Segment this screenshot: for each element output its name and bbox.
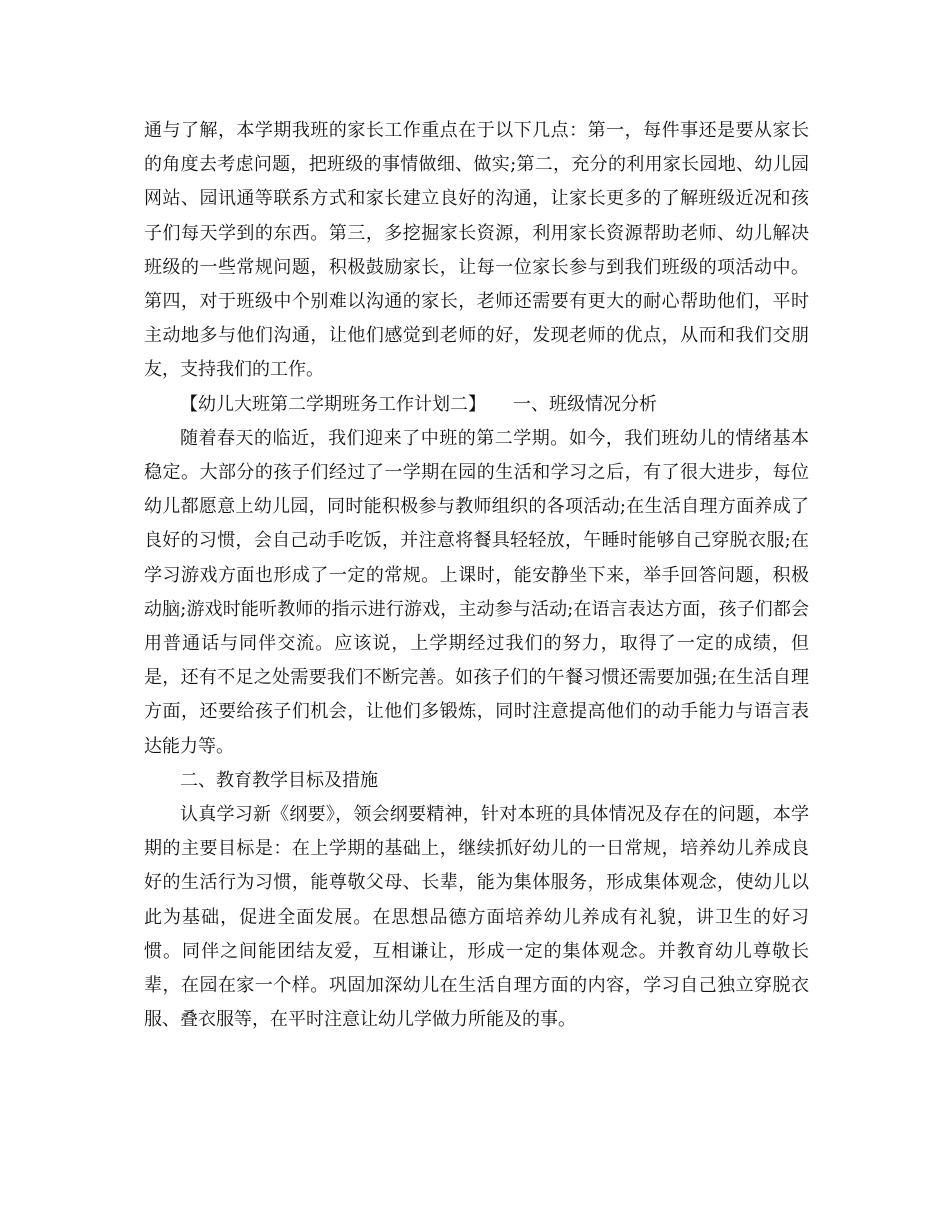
section-heading-class-analysis: 【幼儿大班第二学期班务工作计划二】 一、班级情况分析 [180,393,657,415]
section-heading-teaching-goals: 二、教育教学目标及措施 [180,769,378,791]
paragraph-class-situation: 随着春天的临近，我们迎来了中班的第二学期。如今，我们班幼儿的情绪基本稳定。大部分的孩子们经过了一学期在园的生活和学习之后，有了很大进步，每位幼儿都愿意上幼儿园，同时能积极参与教师组织的各项活动;在生活自理方面养成了良好的习惯，会自己动手吃饭，并注意将餐具轻轻放，午睡时能够自己穿脱衣服;在学习游戏方面也形成了一定的常规。上课时，能安静坐下来，举手回答问题，积极动脑;游戏时能听教师的指示进行游戏，主动参与活动;在语言表达方面，孩子们都会用普通话与同伴交流。应该说，上学期经过我们的努力，取得了一定的成绩，但是，还有不足之处需要我们不断完善。如孩子们的午餐习惯还需要加强;在生活自理方面，还要给孩子们机会，让他们多锻炼，同时注意提高他们的动手能力与语言表达能力等。 [144,427,809,757]
paragraph-parent-communication: 通与了解，本学期我班的家长工作重点在于以下几点：第一，每件事还是要从家长的角度去考虑问题，把班级的事情做细、做实;第二，充分的利用家长园地、幼儿园网站、园讯通等联系方式和家长建立良好的沟通，让家长更多的了解班级近况和孩子们每天学到的东西。第三，多挖掘家长资源，利用家长资源帮助老师、幼儿解决班级的一些常规问题，积极鼓励家长，让每一位家长参与到我们班级的项活动中。第四，对于班级中个别难以沟通的家长，老师还需要有更大的耐心帮助他们，平时主动地多与他们沟通，让他们感觉到老师的好，发现老师的优点，从而和我们交朋友，支持我们的工作。 [144,120,809,381]
document-body [144,114,809,1037]
paragraph-teaching-goals: 认真学习新《纲要》，领会纲要精神，针对本班的具体情况及存在的问题，本学期的主要目标是：在上学期的基础上，继续抓好幼儿的一日常规，培养幼儿养成良好的生活行为习惯，能尊敬父母、长辈，能为集体服务，形成集体观念，使幼儿以此为基础，促进全面发展。在思想品德方面培养幼儿养成有礼貌，讲卫生的好习惯。同伴之间能团结友爱，互相谦让，形成一定的集体观念。并教育幼儿尊敬长辈，在园在家一个样。巩固加深幼儿在生活自理方面的内容，学习自己独立穿脱衣服、叠衣服等，在平时注意让幼儿学做力所能及的事。 [144,804,809,1031]
